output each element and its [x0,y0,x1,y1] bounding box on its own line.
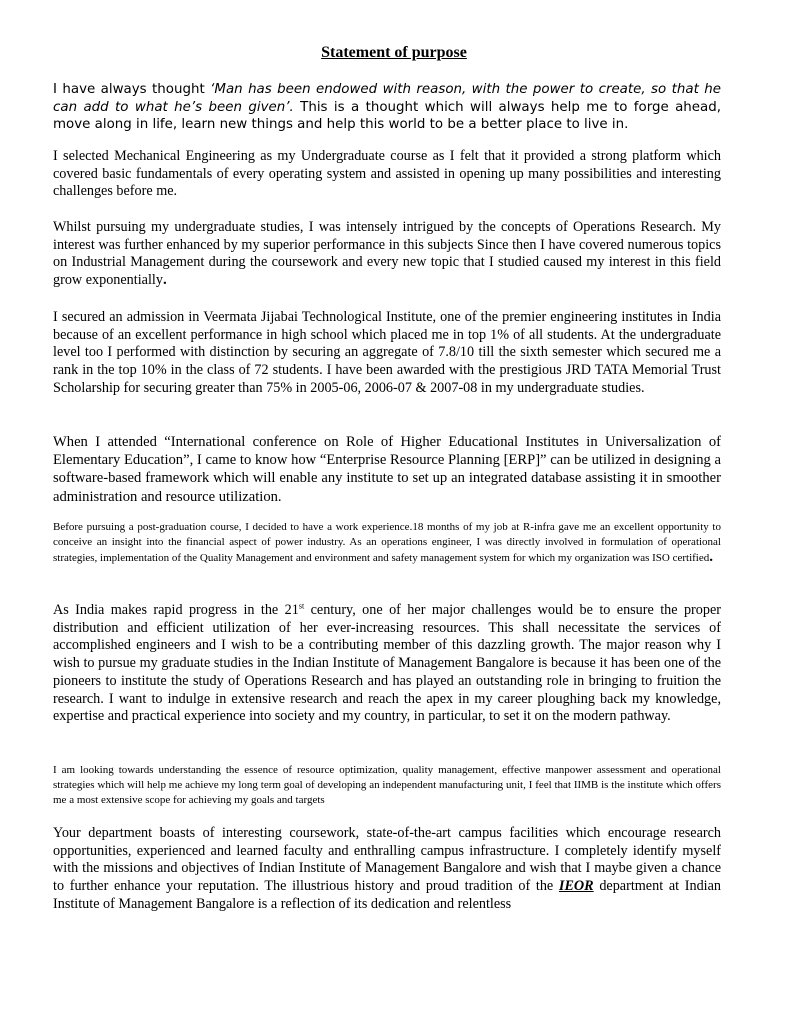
p6-rest: century, one of her major challenges would be to ensure the proper distribution and efficient utilization of her ever-increasing resources. This shall necessitate the services of accomplished engineers and I wish to be a contributing member of this dazzling growth. The major reason why I wish to pursue my graduate studies in the Indian Institute of Management Bangalore is because it has been one of the pioneers to institute the study of Operations Research and has played an outstanding role in bringing to fruition the research. I want to indulge in extensive research and reach the apex in my career ploughing back my knowledge, expertise and practical experience into society and my country, in particular, to set it on the modern pathway. [53,602,721,725]
paragraph-mechanical: I selected Mechanical Engineering as my Undergraduate course as I felt that it provided a strong platform which covered basic fundamentals of every operating system and assisted in opening up many possibilities and interesting challenges before me. [53,148,721,200]
intro-lead: I have always thought [53,82,211,97]
paragraph-india-progress [53,602,721,726]
intro-quote: ‘Man has been endowed with reason, with the power to create, so that he can add to what he’s been given’. [53,82,721,115]
paragraph-goals: I am looking towards understanding the essence of resource optimization, quality management, effective manpower assessment and operational strategies which will help me achieve my long term goal of developing an independent manufacturing unit, I feel that IIMB is the institute which offers me a most extensive scope for achieving my goals and targets [53,764,721,807]
paragraph-work-experience [53,520,721,567]
ieor-link-text: IEOR [558,878,594,895]
title-text: Statement of purpose [321,44,467,61]
intro-rest: This is a thought which will always help me to forge ahead, move along in life, learn new things and help this world to be a better place to live in. [53,99,721,132]
p8-rest: department at Indian Institute of Management Bangalore is a reflection of its dedication and relentless [53,878,721,912]
paragraph-department [53,825,721,914]
page-title [53,44,721,62]
p5-end: . [709,549,713,566]
intro-paragraph [53,81,721,134]
paragraph-operations-research [53,219,721,290]
p8-text: Your department boasts of interesting coursework, state-of-the-art campus facilities which encourage research opportunities, experienced and learned faculty and enthralling campus infrastructure. I completely identify myself with the missions and objectives of Indian Institute of Management Bangalore and wish that I maybe given a chance to further enhance your reputation. The illustrious history and proud tradition of the [53,825,721,895]
p6-sup: st [298,601,305,611]
p6-lead: As India makes rapid progress in the 21 [53,602,299,618]
paragraph-vjti: I secured an admission in Veermata Jijabai Technological Institute, one of the premier engineering institutes in India because of an excellent performance in high school which placed me in top 1% of all students. At the undergraduate level too I performed with distinction by securing an aggregate of 7.8/10 till the sixth semester which secured me a rank in the top 10% in the class of 72 students. I have been awarded with the prestigious JRD TATA Memorial Trust Scholarship for securing greater than 75% in 2005-06, 2006-07 & 2007-08 in my undergraduate studies. [53,309,721,396]
p5-text: Before pursuing a post-graduation course, I decided to have a work experience.18 months of my job at R-infra gave me an excellent opportunity to conceive an insight into the financial aspect of power industry. As an operations engineer, I was directly involved in formulation of operational strategies, implementation of the Quality Management and environment and safety management system for which my organization was ISO certified [53,521,721,565]
p2-end: . [162,272,167,289]
paragraph-conference: When I attended “International conference on Role of Higher Educational Institutes in Universalization of Elementary Education”, I came to know how “Enterprise Resource Planning [ERP]” can be utilized in designing a software-based framework which will enable any institute to set up an integrated database assisting it in smoother administration and resource utilization. [53,434,721,505]
p2-text: Whilst pursuing my undergraduate studies, I was intensely intrigued by the concepts of Operations Research. My interest was further enhanced by my superior performance in this subjects Since then I have covered numerous topics on Industrial Management during the coursework and every new topic that I studied caused my interest in this field grow exponentially [53,219,721,289]
